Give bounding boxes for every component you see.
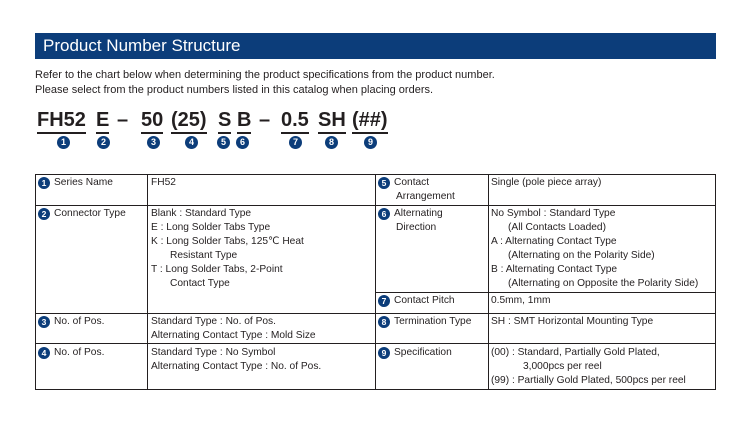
value-contact-pitch: 0.5mm, 1mm — [491, 295, 551, 306]
value-connector-type-line-6: Contact Type — [170, 278, 230, 289]
value-no-of-pos-2-line-2: Alternating Contact Type : No. of Pos. — [151, 361, 322, 372]
value-no-of-pos-2-line-1: Standard Type : No Symbol — [151, 347, 276, 358]
label-termination-type — [378, 315, 471, 329]
table-rule — [488, 174, 489, 390]
value-connector-type-line-1: Blank : Standard Type — [151, 208, 252, 219]
table-rule — [715, 174, 716, 390]
label-series-name — [38, 176, 113, 190]
intro-line-2: Please select from the product numbers listed in this catalog when placing orders. — [35, 84, 434, 96]
label-text: Alternating — [394, 208, 443, 219]
pn-segment-specification: (##) — [352, 108, 388, 134]
value-connector-type-line-5: T : Long Solder Tabs, 2-Point — [151, 264, 283, 275]
label-contact-arrangement — [378, 176, 429, 190]
label-text: Contact Pitch — [394, 295, 455, 306]
label-text: Termination Type — [394, 316, 472, 327]
label-text: Connector Type — [54, 208, 126, 219]
value-alternating-direction-line-5: B : Alternating Contact Type — [491, 264, 618, 275]
pn-segment-termination: SH — [318, 108, 346, 134]
label-text: Series Name — [54, 177, 113, 188]
table-rule — [35, 174, 36, 390]
marker-8: 8 — [325, 136, 338, 149]
marker-7: 7 — [289, 136, 302, 149]
intro-line-1: Refer to the chart below when determining the product specifications from the product number. — [35, 69, 495, 81]
table-rule — [375, 174, 376, 390]
label-no-of-pos-2 — [38, 346, 104, 360]
marker-4: 4 — [185, 136, 198, 149]
badge-1: 1 — [38, 177, 50, 189]
marker-6: 6 — [236, 136, 249, 149]
value-no-of-pos-1-line-2: Alternating Contact Type : Mold Size — [151, 330, 316, 341]
value-specification-line-1: (00) : Standard, Partially Gold Plated, — [491, 347, 660, 358]
badge-2: 2 — [38, 208, 50, 220]
pn-dash: – — [259, 109, 271, 131]
label-text: Contact — [394, 177, 430, 188]
section-title: Product Number Structure — [43, 36, 241, 55]
label-text: No. of Pos. — [54, 347, 105, 358]
label-contact-pitch — [378, 294, 455, 308]
marker-3: 3 — [147, 136, 160, 149]
label-specification — [378, 346, 452, 360]
pn-segment-pitch: 0.5 — [281, 108, 309, 134]
badge-3: 3 — [38, 316, 50, 328]
pn-segment-pos: 50 — [141, 108, 163, 134]
label-no-of-pos-1 — [38, 315, 104, 329]
badge-9: 9 — [378, 347, 390, 359]
pn-segment-arrangement: S — [218, 108, 231, 134]
label-text: No. of Pos. — [54, 316, 105, 327]
value-contact-arrangement: Single (pole piece array) — [491, 177, 602, 188]
pn-segment-series: FH52 — [37, 108, 86, 134]
value-specification-line-2: 3,000pcs per reel — [523, 361, 602, 372]
value-connector-type-line-4: Resistant Type — [170, 250, 238, 261]
value-alternating-direction-line-3: A : Alternating Contact Type — [491, 236, 617, 247]
marker-2: 2 — [97, 136, 110, 149]
badge-4: 4 — [38, 347, 50, 359]
value-connector-type-line-3: K : Long Solder Tabs, 125℃ Heat — [151, 236, 304, 247]
pn-segment-direction: B — [237, 108, 251, 134]
value-alternating-direction-line-6: (Alternating on Opposite the Polarity Side) — [508, 278, 699, 289]
badge-7: 7 — [378, 295, 390, 307]
pn-segment-pos-2: (25) — [171, 108, 207, 134]
label-connector-type — [38, 207, 126, 221]
table-rule — [375, 292, 716, 293]
label-alternating-direction-line-2: Direction — [396, 222, 437, 233]
marker-9: 9 — [364, 136, 377, 149]
badge-6: 6 — [378, 208, 390, 220]
value-alternating-direction-line-4: (Alternating on the Polarity Side) — [508, 250, 655, 261]
table-rule — [147, 174, 148, 390]
label-text: Specification — [394, 347, 452, 358]
label-alternating-direction — [378, 207, 443, 221]
value-connector-type-line-2: E : Long Solder Tabs Type — [151, 222, 271, 233]
section-title-banner — [35, 33, 716, 59]
badge-8: 8 — [378, 316, 390, 328]
badge-5: 5 — [378, 177, 390, 189]
pn-dash: – — [117, 109, 129, 131]
marker-1: 1 — [57, 136, 70, 149]
value-alternating-direction-line-2: (All Contacts Loaded) — [508, 222, 606, 233]
value-termination-type: SH : SMT Horizontal Mounting Type — [491, 316, 654, 327]
marker-5: 5 — [217, 136, 230, 149]
label-contact-arrangement-line-2: Arrangement — [396, 191, 455, 202]
value-series-name: FH52 — [151, 177, 176, 188]
value-specification-line-3: (99) : Partially Gold Plated, 500pcs per reel — [491, 375, 686, 386]
value-alternating-direction-line-1: No Symbol : Standard Type — [491, 208, 616, 219]
pn-segment-connector-type: E — [96, 108, 109, 134]
value-no-of-pos-1-line-1: Standard Type : No. of Pos. — [151, 316, 276, 327]
